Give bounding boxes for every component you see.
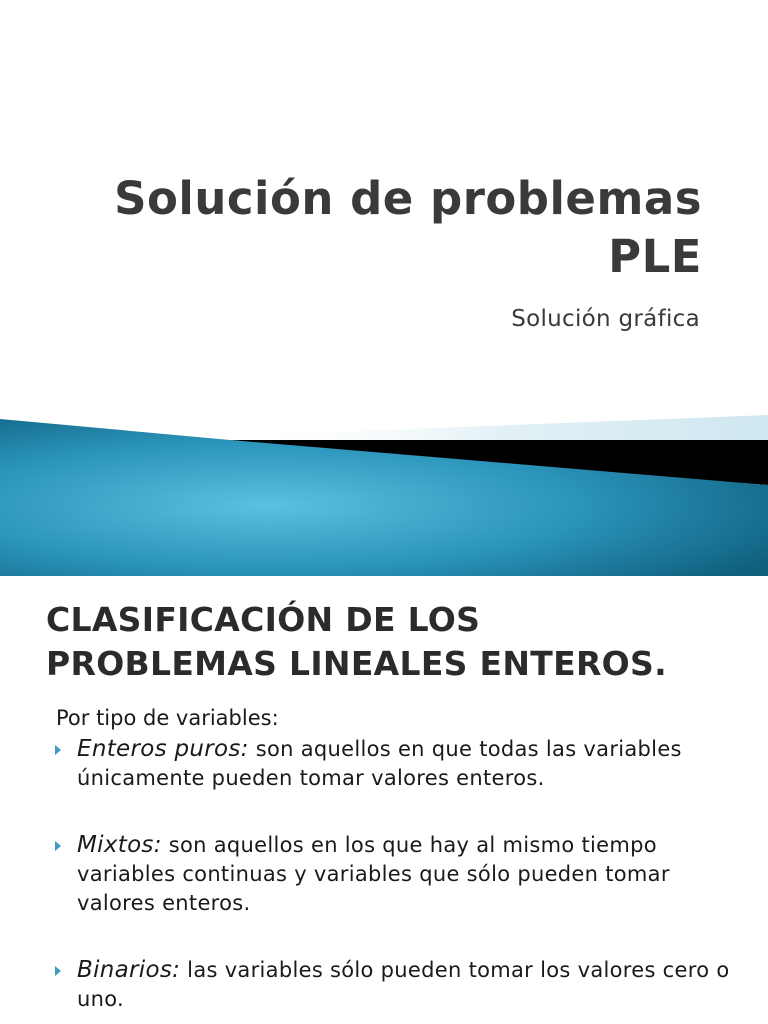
slide-heading-line: CLASIFICACIÓN DE LOS: [46, 600, 481, 639]
bullet-text: son aquellos en que todas las variables únicamente pueden tomar valores enteros.: [77, 737, 682, 790]
content-slide: [0, 576, 768, 1024]
bullet-term: Mixtos:: [77, 832, 162, 858]
slide-heading: [46, 598, 746, 686]
triangle-bullet-icon: [55, 841, 61, 851]
bullet-term: Enteros puros:: [77, 736, 249, 762]
triangle-bullet-icon: [55, 966, 61, 976]
bullet-item: [52, 956, 732, 1014]
bullet-item: [52, 831, 732, 918]
bullet-text: son aquellos en los que hay al mismo tiempo variables continuas y variables que sólo pueden tomar valores enteros.: [77, 833, 670, 915]
triangle-bullet-icon: [55, 745, 61, 755]
bullet-term: Binarios:: [77, 957, 181, 983]
bullet-list: [52, 735, 732, 1024]
slide-subtitle: Solución gráfica: [511, 306, 700, 332]
bullet-text: las variables sólo pueden tomar los valores cero o uno.: [77, 958, 730, 1011]
intro-text: Por tipo de variables:: [56, 706, 279, 730]
slide-heading-line: PROBLEMAS LINEALES ENTEROS.: [46, 644, 667, 683]
decorative-wave-band: [0, 405, 768, 576]
slide-title: [82, 170, 702, 286]
slide-title-line: PLE: [608, 230, 702, 283]
bullet-item: [52, 735, 732, 793]
slide-title-line: Solución de problemas: [114, 172, 702, 225]
